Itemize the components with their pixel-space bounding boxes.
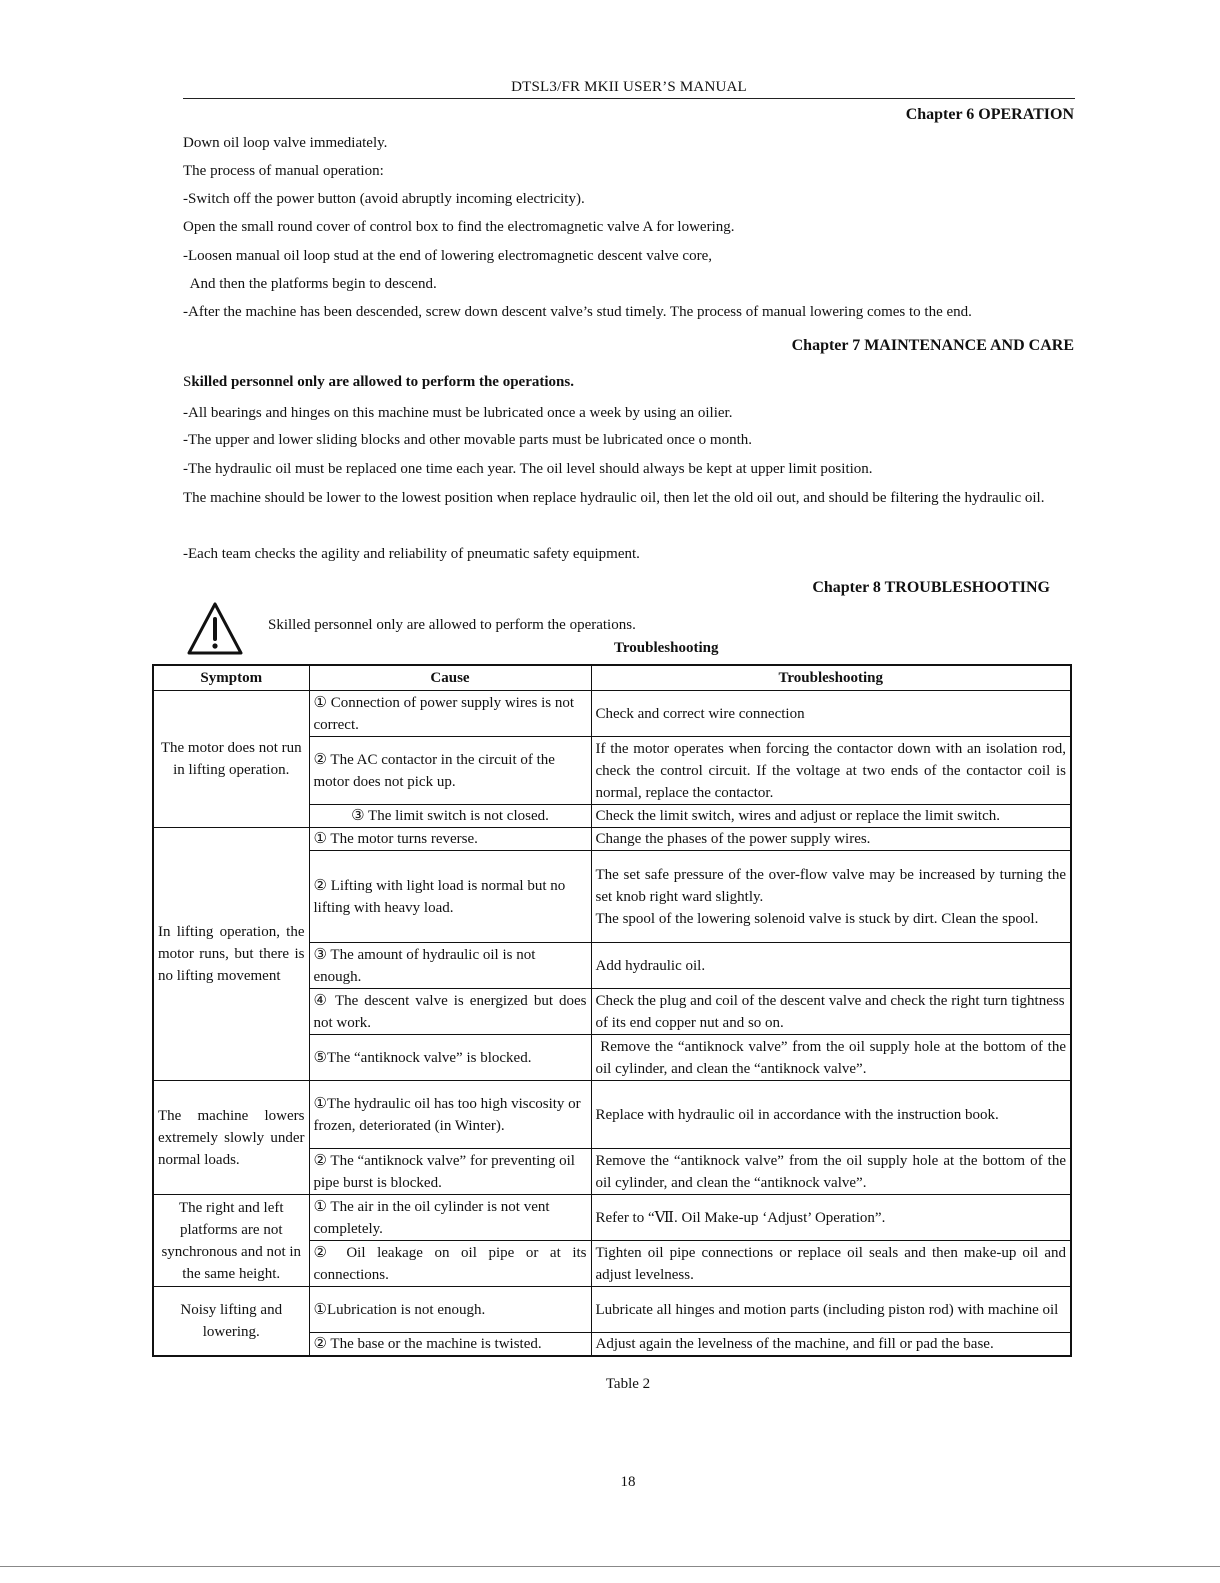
skilled-notice — [183, 374, 574, 391]
skilled-notice-text: killed personnel only are allowed to perform the operations. — [191, 374, 574, 390]
table-caption: Table 2 — [605, 1376, 651, 1392]
symptom-cell: The right and left platforms are not synchronous and not in the same height. — [153, 1195, 309, 1287]
symptom-cell: The machine lowers extremely slowly under normal loads. — [153, 1081, 309, 1195]
cause-cell: ③ The amount of hydraulic oil is not enough. — [309, 943, 591, 989]
table-header-row — [153, 665, 1071, 691]
fix-cell: Add hydraulic oil. — [591, 943, 1071, 989]
fix-cell: Check the limit switch, wires and adjust or replace the limit switch. — [591, 805, 1071, 828]
fix-cell: Check the plug and coil of the descent valve and check the right turn tightness of its end copper nut and so on. — [591, 989, 1071, 1035]
symptom-cell: In lifting operation, the motor runs, but there is no lifting movement — [153, 828, 309, 1081]
maintenance-line: -The upper and lower sliding blocks and other movable parts must be lubricated once o month. — [183, 432, 753, 448]
cause-cell: ② Lifting with light load is normal but no lifting with heavy load. — [309, 851, 591, 943]
operation-line: -After the machine has been descended, screw down descent valve’s stud timely. The process of manual lowering comes to the end. — [183, 304, 972, 320]
fix-cell: Remove the “antiknock valve” from the oil supply hole at the bottom of the oil cylinder, and clean the “antiknock valve”. — [591, 1035, 1071, 1081]
cause-cell: ①Lubrication is not enough. — [309, 1287, 591, 1333]
page-bottom-edge — [0, 1566, 1220, 1567]
fix-text: The set safe pressure of the over-flow valve may be increased by turning the set knob right ward slightly. — [595, 866, 1066, 905]
skilled-notice-initial: S — [183, 374, 192, 390]
cause-cell: ①The hydraulic oil has too high viscosity or frozen, deteriorated (in Winter). — [309, 1081, 591, 1149]
operation-line: And then the platforms begin to descend. — [183, 276, 437, 292]
maintenance-line: -Each team checks the agility and reliability of pneumatic safety equipment. — [183, 546, 640, 562]
maintenance-line: -The hydraulic oil must be replaced one time each year. The oil level should always be kept at upper limit position. — [183, 461, 873, 477]
troubleshooting-table — [152, 664, 1072, 1357]
cause-cell: ① Connection of power supply wires is not correct. — [309, 691, 591, 737]
running-header: DTSL3/FR MKII USER’S MANUAL — [511, 79, 747, 95]
warning-text: Skilled personnel only are allowed to perform the operations. — [268, 617, 636, 633]
fix-cell: Tighten oil pipe connections or replace oil seals and then make-up oil and adjust levelness. — [591, 1241, 1071, 1287]
table-row — [153, 1081, 1071, 1149]
fix-cell: Lubricate all hinges and motion parts (including piston rod) with machine oil — [591, 1287, 1071, 1333]
fix-cell: Check and correct wire connection — [591, 691, 1071, 737]
fix-cell: Adjust again the levelness of the machine, and fill or pad the base. — [591, 1333, 1071, 1357]
operation-line: -Switch off the power button (avoid abruptly incoming electricity). — [183, 191, 585, 207]
cause-cell: ② The AC contactor in the circuit of the motor does not pick up. — [309, 737, 591, 805]
fix-text: The spool of the lowering solenoid valve is stuck by dirt. Clean the spool. — [595, 910, 1039, 927]
cause-cell: ① The motor turns reverse. — [309, 828, 591, 851]
maintenance-paragraph: The machine should be lower to the lowest position when replace hydraulic oil, then let the old oil out, and should be filtering the hydraulic oil. — [183, 490, 1045, 506]
column-header: Troubleshooting — [591, 665, 1071, 691]
table-row — [153, 691, 1071, 737]
table-title: Troubleshooting — [614, 640, 719, 656]
operation-line: Open the small round cover of control box to find the electromagnetic valve A for lowering. — [183, 219, 735, 235]
operation-line: Down oil loop valve immediately. — [183, 135, 388, 151]
column-header: Symptom — [153, 665, 309, 691]
chapter-7-heading: Chapter 7 MAINTENANCE AND CARE — [791, 337, 1074, 354]
operation-line: -Loosen manual oil loop stud at the end of lowering electromagnetic descent valve core, — [183, 248, 712, 264]
operation-line: The process of manual operation: — [183, 163, 384, 179]
page-number: 18 — [620, 1474, 636, 1490]
table-row — [153, 1287, 1071, 1333]
cause-cell: ⑤The “antiknock valve” is blocked. — [309, 1035, 591, 1081]
symptom-cell: Noisy lifting and lowering. — [153, 1287, 309, 1357]
symptom-cell: The motor does not run in lifting operation. — [153, 691, 309, 828]
chapter-6-heading: Chapter 6 OPERATION — [905, 106, 1074, 123]
cause-cell: ② The base or the machine is twisted. — [309, 1333, 591, 1357]
fix-cell: Refer to “Ⅶ. Oil Make-up ‘Adjust’ Operation”. — [591, 1195, 1071, 1241]
cause-cell: ③ The limit switch is not closed. — [309, 805, 591, 828]
fix-cell: Replace with hydraulic oil in accordance with the instruction book. — [591, 1081, 1071, 1149]
fix-cell — [591, 851, 1071, 943]
chapter-8-heading: Chapter 8 TROUBLESHOOTING — [812, 579, 1050, 596]
table-row — [153, 1195, 1071, 1241]
fix-cell: If the motor operates when forcing the contactor down with an isolation rod, check the control circuit. If the voltage at two ends of the contactor coil is normal, replace the contactor. — [591, 737, 1071, 805]
cause-cell: ② Oil leakage on oil pipe or at its connections. — [309, 1241, 591, 1287]
column-header: Cause — [309, 665, 591, 691]
warning-icon — [186, 601, 244, 657]
cause-cell: ④ The descent valve is energized but does not work. — [309, 989, 591, 1035]
cause-cell: ① The air in the oil cylinder is not vent completely. — [309, 1195, 591, 1241]
fix-cell: Change the phases of the power supply wires. — [591, 828, 1071, 851]
header-rule — [183, 98, 1075, 99]
maintenance-line: -All bearings and hinges on this machine must be lubricated once a week by using an oilier. — [183, 405, 733, 421]
table-row — [153, 828, 1071, 851]
fix-cell: Remove the “antiknock valve” from the oil supply hole at the bottom of the oil cylinder, and clean the “antiknock valve”. — [591, 1149, 1071, 1195]
cause-cell: ② The “antiknock valve” for preventing oil pipe burst is blocked. — [309, 1149, 591, 1195]
